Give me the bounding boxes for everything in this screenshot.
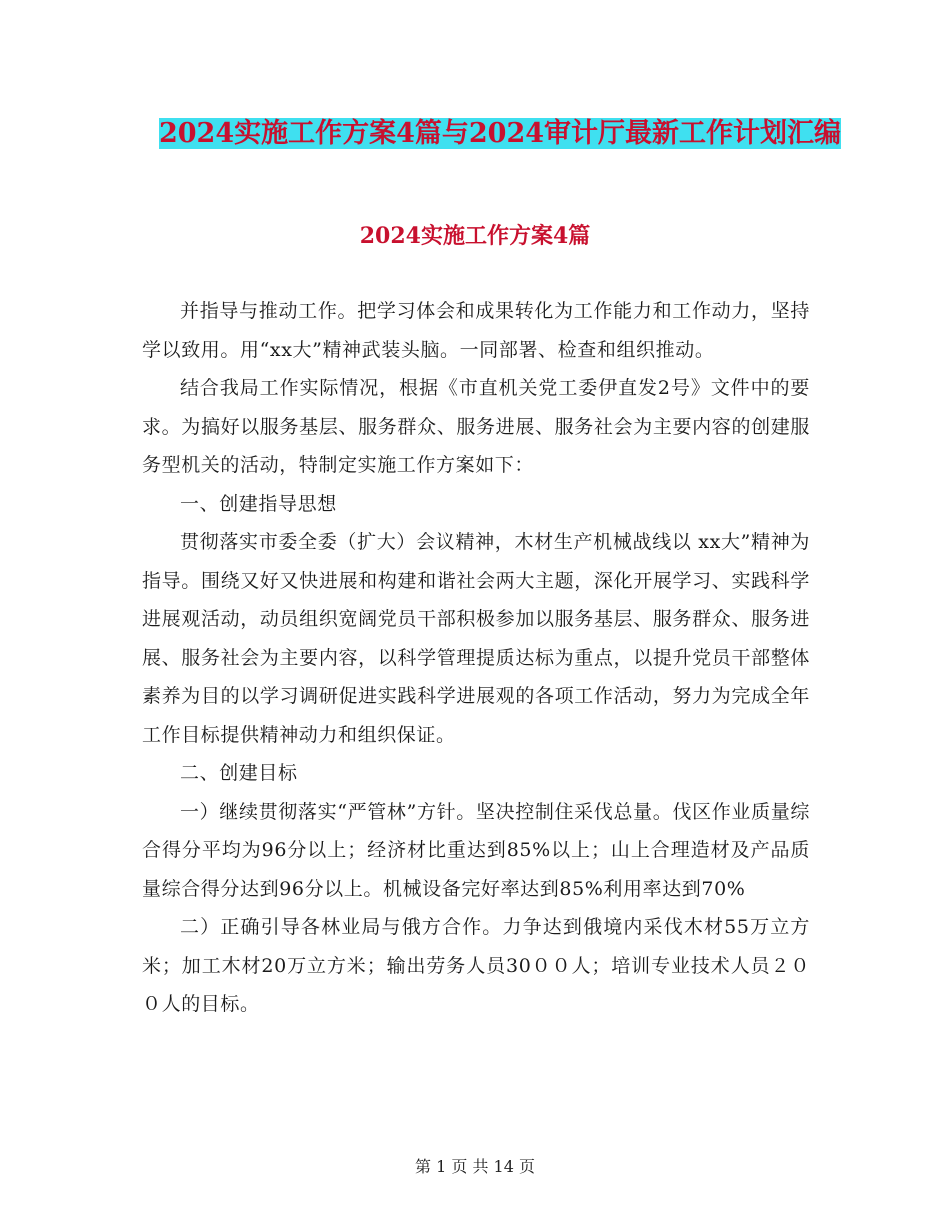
section-heading: 一、创建指导思想	[180, 492, 337, 515]
section-heading: 二、创建目标	[180, 762, 298, 784]
paragraph: 并指导与推动工作。把学习体会和成果转化为工作能力和工作动力，坚持学以致用。用“xx大”精神武装头脑。一同部署、检查和组织推动。	[142, 300, 810, 361]
document-title-text: 2024实施工作方案4篇与2024审计厅最新工作计划汇编	[158, 118, 842, 149]
paragraph: 一）继续贯彻落实“严管林”方针。坚决控制住采伐总量。伐区作业质量综合得分平均为96分以上；经济材比重达到85%以上；山上合理造材及产品质量综合得分达到96分以上。机械设备完好率达到85%利用率达到70%	[142, 800, 810, 900]
paragraph: 贯彻落实市委全委（扩大）会议精神，木材生产机械战线以 xx大”精神为指导。围绕又好又快进展和构建和谐社会两大主题，深化开展学习、实践科学进展观活动，动员组织宽阔党员干部积极参加以服务基层、服务群众、服务进展、服务社会为主要内容，以科学管理提质达标为重点，以提升党员干部整体素养为目的以学习调研促进实践科学进展观的各项工作活动，努力为完成全年工作目标提供精神动力和组织保证。	[142, 531, 810, 746]
document-title	[140, 112, 860, 156]
paragraph: 二）正确引导各林业局与俄方合作。力争达到俄境内采伐木材55万立方米；加工木材20万立方米；输出劳务人员30００人；培训专业技术人员２００人的目标。	[142, 916, 810, 1015]
body-text	[142, 292, 810, 1024]
paragraph: 结合我局工作实际情况，根据《市直机关党工委伊直发2号》文件中的要求。为搞好以服务基层、服务群众、服务进展、服务社会为主要内容的创建服务型机关的活动，特制定实施工作方案如下：	[142, 377, 810, 476]
section-title: 2024实施工作方案4篇	[359, 223, 591, 249]
page-footer: 第 1 页 共 14 页	[415, 1157, 535, 1176]
